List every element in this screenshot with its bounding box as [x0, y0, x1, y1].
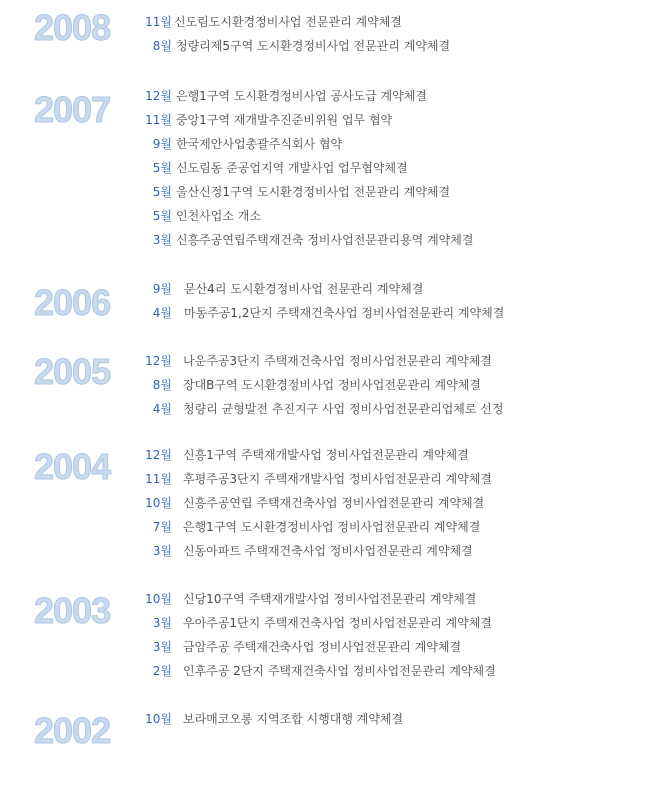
- entry-text: 인천사업소 개소: [176, 209, 261, 223]
- entry-month: 12월: [145, 354, 172, 368]
- entry-text: 금암주공 주택재건축사업 정비사업전문관리 계약체결: [183, 640, 462, 654]
- entry-month: 7월: [152, 520, 172, 534]
- entry-month: 4월: [152, 306, 172, 320]
- entry-month: 11월: [145, 472, 172, 486]
- entry-month: 2월: [152, 664, 172, 678]
- entry-text: 중앙1구역 재개발추진준비위원 업무 협약: [176, 113, 393, 127]
- entry-month: 12월: [145, 448, 172, 462]
- entry-text: 장대B구역 도시환경정비사업 정비사업전문관리 계약체결: [183, 378, 481, 392]
- entry-month: 11월: [145, 15, 172, 29]
- entry-text: 마동주공1,2단지 주택재건축사업 정비사업전문관리 계약체결: [184, 306, 505, 320]
- entry-month: 3월: [152, 616, 172, 630]
- entry-text: 보라매코오롱 지역조합 시행대행 계약체결: [183, 712, 404, 726]
- entry-month: 9월: [152, 282, 172, 296]
- year-heading: 2003: [34, 590, 111, 631]
- entry-text: 신당10구역 주택재개발사업 정비사업전문관리 계약체결: [183, 592, 477, 606]
- entry-month: 9월: [152, 137, 172, 151]
- entry-text: 문산4리 도시환경정비사업 전문관리 계약체결: [184, 282, 424, 296]
- year-heading: 2006: [34, 282, 111, 323]
- entry-text: 인후주공 2단지 주택재건축사업 정비사업전문관리 계약체결: [183, 664, 496, 678]
- entry-text: 신동아파트 주택재건축사업 정비사업전문관리 계약체결: [183, 544, 473, 558]
- entry-text: 은행1구역 도시환경정비사업 정비사업전문관리 계약체결: [183, 520, 481, 534]
- entry-text: 우아주공1단지 주택재건축사업 정비사업전문관리 계약체결: [183, 616, 492, 630]
- entry-month: 5월: [152, 185, 172, 199]
- entry-month: 10월: [145, 592, 172, 606]
- entry-text: 청량리 균형발전 추진지구 사업 정비사업전문관리업체로 선정: [183, 402, 504, 416]
- year-heading: 2007: [34, 89, 111, 130]
- entry-month: 10월: [145, 712, 172, 726]
- year-heading: 2005: [34, 351, 111, 392]
- entry-text: 신흥1구역 주택재개발사업 정비사업전문관리 계약체결: [183, 448, 469, 462]
- entry-text: 신도림동 준공업지역 개발사업 업무협약체결: [176, 161, 408, 175]
- entry-text: 후평주공3단지 주택재개발사업 정비사업전문관리 계약체결: [183, 472, 492, 486]
- entry-text: 신도림도시환경정비사업 전문관리 계약체결: [174, 15, 402, 29]
- entry-text: 청량리제5구역 도시환경정비사업 전문관리 계약체결: [176, 39, 451, 53]
- entry-text: 은행1구역 도시환경정비사업 공사도급 계약체결: [176, 89, 427, 103]
- entry-text: 신흥주공연립주택재건축 정비사업전문관리용역 계약체결: [176, 233, 474, 247]
- year-heading: 2004: [34, 446, 111, 487]
- entry-month: 3월: [152, 544, 172, 558]
- entry-text: 한국제안사업총괄주식회사 협약: [176, 137, 343, 151]
- entry-month: 8월: [152, 378, 172, 392]
- entry-text: 울산신정1구역 도시환경정비사업 전문관리 계약체결: [176, 185, 451, 199]
- entry-month: 5월: [152, 161, 172, 175]
- entry-month: 5월: [152, 209, 172, 223]
- entry-month: 11월: [145, 113, 172, 127]
- year-heading: 2002: [34, 710, 111, 751]
- entry-text: 신흥주공연립 주택재건축사업 정비사업전문관리 계약체결: [183, 496, 485, 510]
- entry-month: 3월: [152, 640, 172, 654]
- entry-month: 3월: [152, 233, 172, 247]
- entry-text: 나운주공3단지 주택재건축사업 정비사업전문관리 계약체결: [183, 354, 492, 368]
- year-heading: 2008: [34, 7, 111, 48]
- entry-month: 4월: [152, 402, 172, 416]
- entry-month: 10월: [145, 496, 172, 510]
- entry-month: 12월: [145, 89, 172, 103]
- entry-month: 8월: [152, 39, 172, 53]
